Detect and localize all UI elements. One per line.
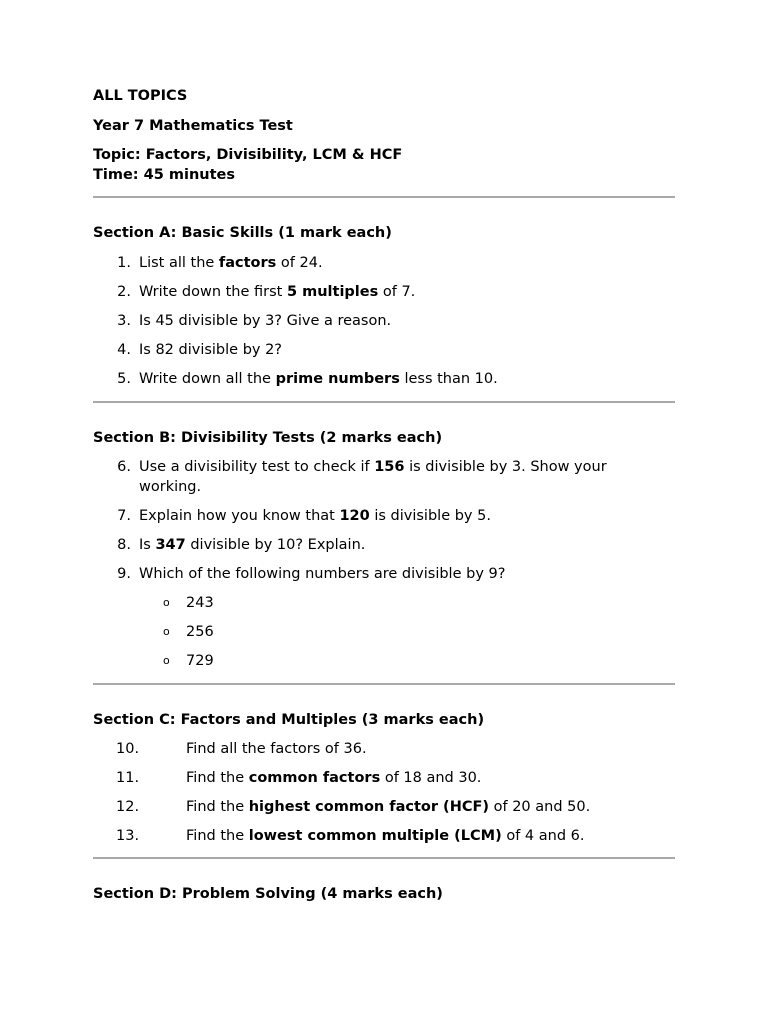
- option-text: 729: [186, 653, 214, 669]
- divider: [93, 683, 675, 685]
- question-number: 9.: [117, 566, 131, 582]
- question-keyword: common factors: [248, 770, 381, 786]
- question-number: 6.: [117, 459, 131, 475]
- question-number: 13.: [116, 828, 140, 844]
- question-text: [139, 535, 675, 555]
- question-number: 4.: [117, 342, 131, 358]
- divider: [93, 401, 675, 403]
- question-text-part: is divisible by 3. Show your working.: [139, 459, 607, 495]
- question-keyword: 347: [155, 537, 186, 553]
- question-text: [139, 282, 675, 302]
- question-text: [186, 768, 675, 788]
- question-text-part: Find the: [186, 828, 249, 844]
- question-3: [93, 311, 675, 331]
- question-keyword: factors: [218, 255, 277, 271]
- question-number: 10.: [116, 741, 140, 757]
- question-text: [139, 457, 659, 497]
- question-text: [139, 506, 675, 526]
- question-number: 11.: [116, 770, 140, 786]
- divider: [93, 196, 675, 198]
- question-text-part: of 7.: [378, 284, 416, 300]
- question-text: Find all the factors of 36.: [186, 741, 367, 757]
- question-text-part: Find the: [186, 770, 249, 786]
- question-keyword: prime numbers: [275, 371, 400, 387]
- question-11: [93, 768, 675, 788]
- question-4: [93, 340, 675, 360]
- question-2: [93, 282, 675, 302]
- option-item: [93, 651, 675, 671]
- question-keyword: 5 multiples: [286, 284, 379, 300]
- question-text-part: less than 10.: [399, 371, 498, 387]
- question-number: 2.: [117, 284, 131, 300]
- option-text: 256: [186, 624, 214, 640]
- question-number: 7.: [117, 508, 131, 524]
- question-1: [93, 253, 675, 273]
- option-item: [93, 622, 675, 642]
- question-text-part: Explain how you know that: [139, 508, 340, 524]
- question-7: [93, 506, 675, 526]
- question-number: 12.: [116, 799, 140, 815]
- section-b-title: Section B: Divisibility Tests (2 marks each): [93, 430, 443, 446]
- question-text-part: divisible by 10? Explain.: [185, 537, 366, 553]
- question-keyword: highest common factor (HCF): [248, 799, 489, 815]
- document-content: [93, 86, 675, 904]
- question-text: [186, 826, 675, 846]
- question-text: Which of the following numbers are divisible by 9?: [139, 566, 506, 582]
- question-text-part: Is: [139, 537, 156, 553]
- question-number: 3.: [117, 313, 131, 329]
- bullet-icon: o: [163, 596, 170, 609]
- category-heading: ALL TOPICS: [93, 88, 188, 104]
- question-8: [93, 535, 675, 555]
- question-6: [93, 457, 675, 497]
- question-text: Is 45 divisible by 3? Give a reason.: [139, 313, 392, 329]
- question-number: 8.: [117, 537, 131, 553]
- question-text-part: Write down all the: [139, 371, 276, 387]
- question-text-part: of 18 and 30.: [380, 770, 482, 786]
- question-number: 1.: [117, 255, 131, 271]
- test-title: Year 7 Mathematics Test: [93, 118, 293, 134]
- bullet-icon: o: [163, 654, 170, 667]
- question-5: [93, 369, 675, 389]
- option-item: [93, 593, 675, 613]
- question-text: Is 82 divisible by 2?: [139, 342, 283, 358]
- topic-line: Topic: Factors, Divisibility, LCM & HCF: [93, 147, 403, 163]
- question-10: [93, 739, 675, 759]
- section-d-title: Section D: Problem Solving (4 marks each): [93, 886, 443, 902]
- section-a-title: Section A: Basic Skills (1 mark each): [93, 225, 392, 241]
- question-keyword: 120: [339, 508, 370, 524]
- question-text-part: Use a divisibility test to check if: [139, 459, 375, 475]
- section-c-title: Section C: Factors and Multiples (3 marks each): [93, 712, 485, 728]
- question-number: 5.: [117, 371, 131, 387]
- question-text-part: of 20 and 50.: [489, 799, 591, 815]
- question-text-part: is divisible by 5.: [369, 508, 491, 524]
- time-line: Time: 45 minutes: [93, 167, 235, 183]
- question-text-part: Find the: [186, 799, 249, 815]
- question-text-part: List all the: [139, 255, 219, 271]
- question-keyword: lowest common multiple (LCM): [248, 828, 502, 844]
- question-text: [139, 369, 675, 389]
- question-12: [93, 797, 675, 817]
- bullet-icon: o: [163, 625, 170, 638]
- question-13: [93, 826, 675, 846]
- divider: [93, 857, 675, 859]
- question-text-part: Write down the first: [139, 284, 287, 300]
- question-text-part: of 4 and 6.: [501, 828, 585, 844]
- question-text: [186, 797, 675, 817]
- option-text: 243: [186, 595, 214, 611]
- question-text-part: of 24.: [276, 255, 323, 271]
- question-text: [139, 253, 675, 273]
- question-9: [93, 564, 675, 584]
- question-keyword: 156: [374, 459, 405, 475]
